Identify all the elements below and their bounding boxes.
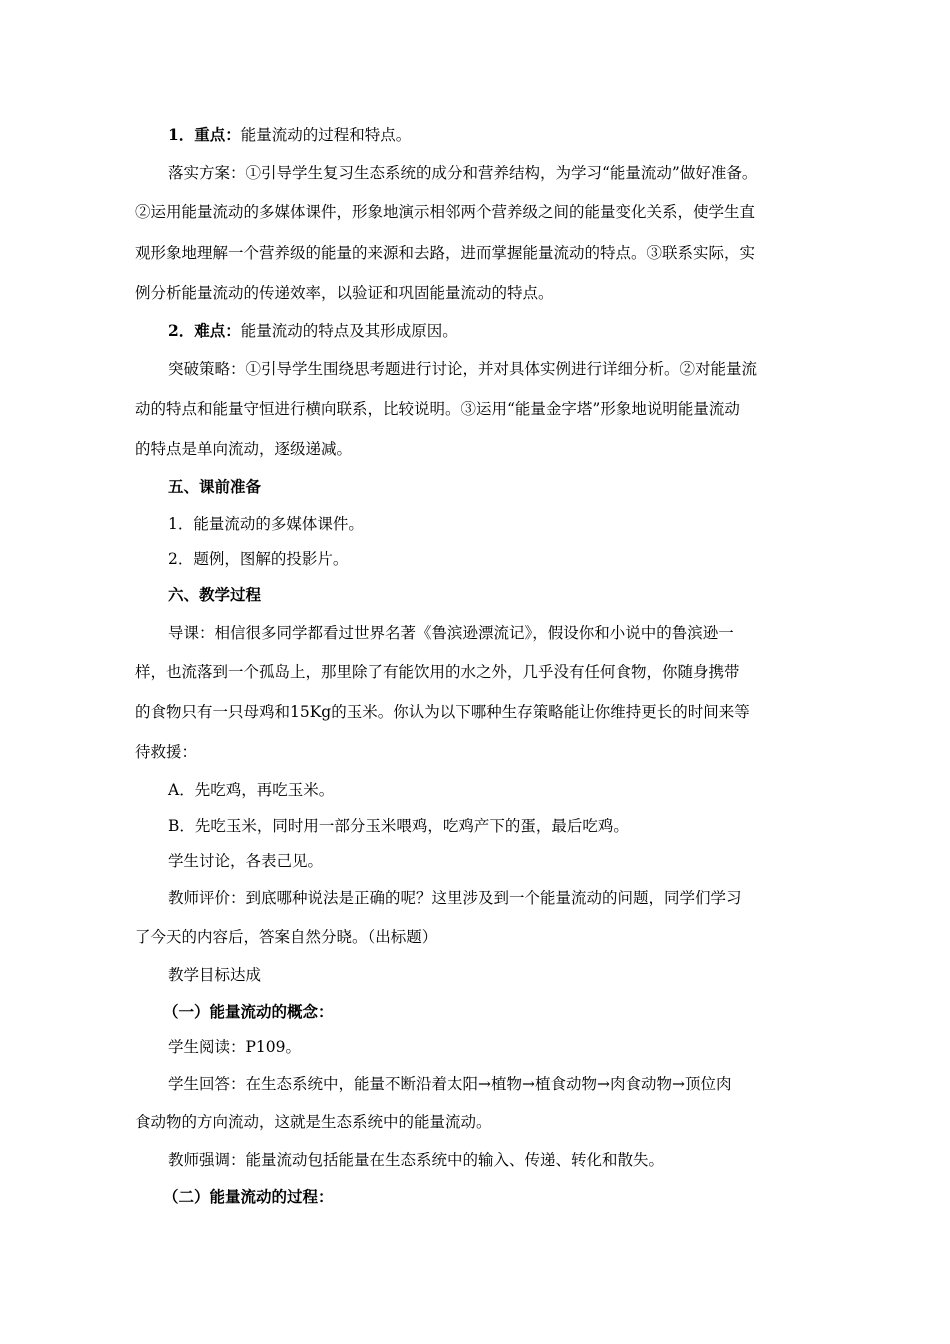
- difficulty-heading: 2．难点：能量流动的特点及其形成原因。: [168, 321, 458, 340]
- paragraph-line: 待救援：: [135, 743, 198, 761]
- section-heading-process: 六、教学过程: [168, 585, 262, 604]
- paragraph-line: 教师强调：能量流动包括能量在生态系统中的输入、传递、转化和散失。: [168, 1151, 665, 1169]
- key-point-heading: 1．重点：能量流动的过程和特点。: [168, 125, 412, 144]
- option-a: A．先吃鸡，再吃玉米。: [168, 781, 335, 799]
- paragraph-line: ②运用能量流动的多媒体课件，形象地演示相邻两个营养级之间的能量变化关系，使学生直: [135, 203, 756, 221]
- subsection-heading-process: （二）能量流动的过程：: [163, 1187, 334, 1206]
- paragraph-line: 学生回答：在生态系统中，能量不断沿着太阳→植物→植食动物→肉食动物→顶位肉: [168, 1075, 732, 1093]
- paragraph-line: 学生阅读：P109。: [168, 1038, 302, 1056]
- paragraph-line: 教师评价：到底哪种说法是正确的呢？这里涉及到一个能量流动的问题，同学们学习: [168, 889, 742, 907]
- list-item: 2．题例，图解的投影片。: [168, 550, 349, 568]
- paragraph-line: 的特点是单向流动，逐级递减。: [135, 440, 353, 458]
- option-b: B．先吃玉米，同时用一部分玉米喂鸡，吃鸡产下的蛋，最后吃鸡。: [168, 817, 629, 835]
- list-item: 1．能量流动的多媒体课件。: [168, 515, 364, 533]
- paragraph-line: 导课：相信很多同学都看过世界名著《鲁滨逊漂流记》，假设你和小说中的鲁滨逊一: [168, 624, 734, 642]
- subsection-heading-concept: （一）能量流动的概念：: [163, 1002, 334, 1021]
- paragraph-line: 教学目标达成: [168, 966, 262, 984]
- paragraph-line: 的食物只有一只母鸡和15Kg的玉米。你认为以下哪种生存策略能让你维持更长的时间来等: [135, 703, 750, 721]
- paragraph-line: 突破策略：①引导学生围绕思考题进行讨论，并对具体实例进行详细分析。②对能量流: [168, 360, 758, 378]
- paragraph-line: 样，也流落到一个孤岛上，那里除了有能饮用的水之外，几乎没有任何食物，你随身携带: [135, 663, 740, 681]
- paragraph-line: 动的特点和能量守恒进行横向联系，比较说明。③运用“能量金字塔”形象地说明能量流动: [135, 400, 740, 418]
- section-heading-preparation: 五、课前准备: [168, 477, 262, 496]
- paragraph-line: 学生讨论，各表己见。: [168, 852, 324, 870]
- paragraph-line: 观形象地理解一个营养级的能量的来源和去路，进而掌握能量流动的特点。③联系实际，实: [135, 244, 756, 262]
- paragraph-line: 例分析能量流动的传递效率，以验证和巩固能量流动的特点。: [135, 284, 554, 302]
- paragraph-line: 了今天的内容后，答案自然分晓。（出标题）: [135, 928, 438, 946]
- paragraph-line: 落实方案：①引导学生复习生态系统的成分和营养结构，为学习“能量流动”做好准备。: [168, 164, 758, 182]
- paragraph-line: 食动物的方向流动，这就是生态系统中的能量流动。: [135, 1113, 492, 1131]
